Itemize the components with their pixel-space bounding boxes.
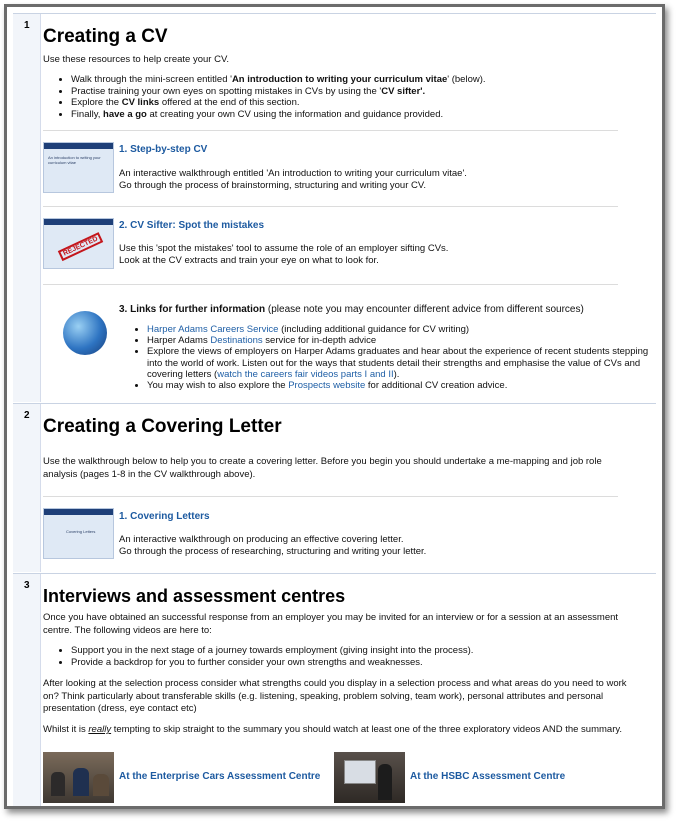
section-number-column: [13, 574, 41, 806]
hsbc-video-thumbnail[interactable]: [334, 752, 405, 803]
content-frame: [4, 4, 665, 809]
divider: [43, 206, 618, 207]
section-number-column: [13, 14, 41, 402]
list-item: • Explore the CV links offered at the end of this section.: [71, 97, 486, 109]
section-title: Creating a Covering Letter: [43, 416, 282, 437]
section-intro: Once you have obtained an successful response from an employer you may be invited for an interview or for a session at an assessment centre. The following videos are here to:: [43, 612, 619, 636]
section-bullet-list: [43, 74, 486, 120]
section-number: 2: [24, 410, 30, 421]
prospects-website-link[interactable]: Prospects website: [288, 380, 366, 392]
resource-description: An interactive walkthrough entitled 'An introduction to writing your curriculum vitae'. Go through the process of brainstorming, structuring and writing your CV.: [119, 168, 467, 191]
list-item: • You may wish to also explore the Prospects website for additional CV creation advice.: [147, 380, 656, 391]
section-title: Interviews and assessment centres: [43, 586, 346, 606]
step-by-step-cv-thumbnail[interactable]: An introduction to writing your curriculum vitae: [43, 142, 114, 193]
cv-sifter-link[interactable]: 2. CV Sifter: Spot the mistakes: [119, 220, 265, 231]
section-intro: Use these resources to help create your CV.: [43, 54, 230, 65]
cv-sifter-thumbnail[interactable]: REJECTED: [43, 218, 114, 269]
step-by-step-cv-link[interactable]: 1. Step-by-step CV: [119, 144, 208, 155]
list-item: • Walk through the mini-screen entitled 'An introduction to writing your curriculum vitae' (below).: [71, 74, 486, 86]
list-item: • Practise training your own eyes on spotting mistakes in CVs by using the 'CV sifter'.: [71, 86, 486, 98]
section-number: 3: [24, 580, 30, 591]
section-number-column: [13, 404, 41, 572]
divider: [43, 496, 618, 497]
destinations-link[interactable]: Destinations: [210, 335, 263, 347]
list-item: • Harper Adams Destinations service for in-depth advice: [147, 335, 656, 346]
list-item: • Finally, have a go at creating your own CV using the information and guidance provided.: [71, 109, 486, 121]
covering-letters-link[interactable]: 1. Covering Letters: [119, 511, 210, 522]
section-intro: Use the walkthrough below to help you to create a covering letter. Before you begin you should undertake a me-mapping and job role analysis (pages 1-8 in the CV walkthrough above).: [43, 456, 602, 480]
enterprise-video-link[interactable]: At the Enterprise Cars Assessment Centre: [119, 771, 321, 782]
careers-service-link[interactable]: Harper Adams Careers Service: [147, 324, 279, 335]
content-area: [13, 13, 656, 806]
enterprise-video-thumbnail[interactable]: [43, 752, 114, 803]
divider: [43, 284, 618, 285]
links-heading: 3. Links for further information (please note you may encounter different advice from different sources): [119, 304, 584, 315]
covering-letters-thumbnail[interactable]: Covering Letters: [43, 508, 114, 559]
section-title: Creating a CV: [43, 26, 168, 47]
divider: [43, 130, 618, 131]
resource-description: Use this 'spot the mistakes' tool to assume the role of an employer sifting CVs. Look at the CV extracts and train your eye on what to look for.: [119, 243, 449, 266]
section-creating-cv: [13, 13, 656, 402]
links-list: [119, 324, 656, 391]
section-interviews: [13, 573, 656, 806]
resource-description: An interactive walkthrough on producing an effective covering letter. Go through the process of researching, structuring and writing your letter.: [119, 534, 427, 557]
section-number: 1: [24, 20, 30, 31]
list-item: • Harper Adams Careers Service (including additional guidance for CV writing): [147, 324, 656, 335]
list-item: • Provide a backdrop for you to further consider your own strengths and weaknesses.: [71, 657, 473, 669]
globe-icon: [63, 311, 107, 355]
section-bullet-list: [43, 645, 473, 668]
list-item: • Explore the views of employers on Harper Adams graduates and hear about the experience of recent students stepping into the world of work. Listen out for the ways that students detail their strengths and emphasise the value of CVs and covering letters (watch the careers fair videos parts I and II).: [147, 346, 656, 380]
selection-process-paragraph: After looking at the selection process consider what strengths could you display in a selection process and what areas do you need to work on? Think particularly about transferable skills (e.g. listening, speaking, problem solving, team work), personal attributes and personal presentation (dress, eye contact etc): [43, 678, 627, 714]
list-item: • Support you in the next stage of a journey towards employment (giving insight into the process).: [71, 645, 473, 657]
hsbc-video-link[interactable]: At the HSBC Assessment Centre: [410, 771, 566, 782]
summary-paragraph: Whilst it is really tempting to skip straight to the summary you should watch at least one of the three exploratory videos AND the summary.: [43, 724, 623, 735]
careers-fair-videos-link[interactable]: watch the careers fair videos parts I and II: [217, 368, 394, 380]
section-covering-letter: [13, 403, 656, 572]
